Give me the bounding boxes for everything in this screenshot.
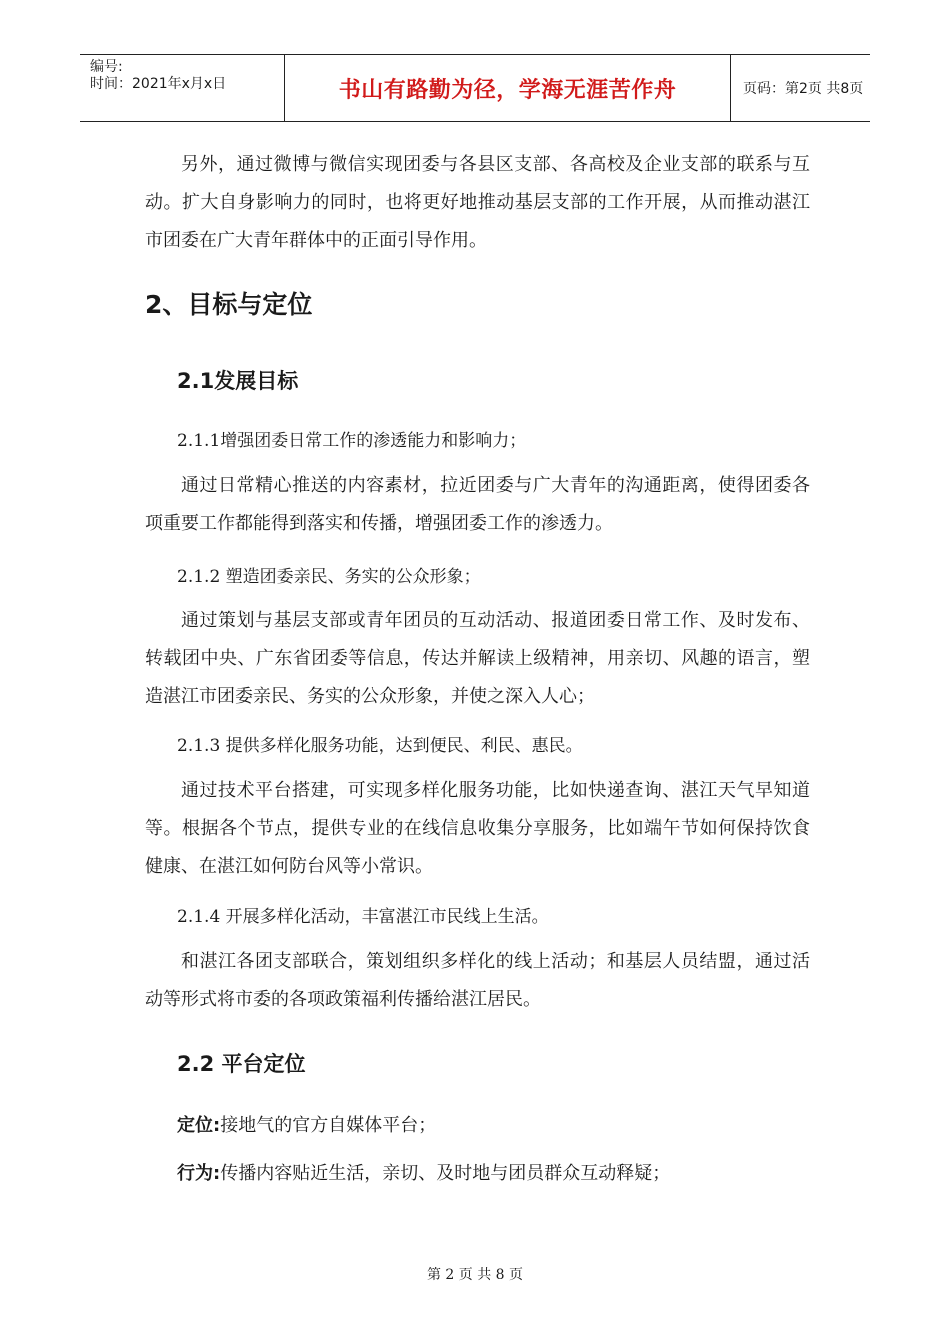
positioning-line [177, 1114, 436, 1138]
item-body-2-1-1: 通过日常精心推送的内容素材，拉近团委与广大青年的沟通距离，使得团委各项重要工作都能得到落实和传播，增强团委工作的渗透力。 [145, 475, 810, 534]
header-page-info: 页码：第2页 共8页 [743, 81, 864, 97]
header-meta [80, 55, 285, 121]
serial-label: 编号: [90, 59, 123, 75]
item-heading-2-1-4: 2.1.4 开展多样化活动，丰富湛江市民线上生活。 [177, 907, 549, 927]
behavior-label: 行为: [177, 1163, 221, 1184]
document-header [80, 54, 870, 122]
item-body-2-1-4: 和湛江各团支部联合，策划组织多样化的线上活动；和基层人员结盟，通过活动等形式将市委的各项政策福利传播给湛江居民。 [145, 951, 810, 1010]
intro-paragraph: 另外，通过微博与微信实现团委与各县区支部、各高校及企业支部的联系与互动。扩大自身影响力的同时，也将更好地推动基层支部的工作开展，从而推动湛江市团委在广大青年群体中的正面引导作用。 [145, 154, 810, 251]
header-motto: 书山有路勤为径，学海无涯苦作舟 [285, 55, 731, 121]
time-label: 时间：2021年x月x日 [90, 76, 227, 92]
page-footer: 第 2 页 共 8 页 [426, 1267, 524, 1283]
positioning-label: 定位: [177, 1115, 221, 1136]
item-body-2-1-3: 通过技术平台搭建，可实现多样化服务功能，比如快递查询、湛江天气早知道等。根据各个节点，提供专业的在线信息收集分享服务，比如端午节如何保持饮食健康、在湛江如何防台风等小常识。 [145, 780, 810, 877]
item-heading-2-1-3: 2.1.3 提供多样化服务功能，达到便民、利民、惠民。 [177, 736, 583, 756]
section-title: 2、目标与定位 [145, 290, 313, 319]
behavior-line [177, 1162, 670, 1186]
subsection-title-2-1: 2.1发展目标 [177, 369, 299, 393]
item-body-2-1-2: 通过策划与基层支部或青年团员的互动活动、报道团委日常工作、及时发布、转载团中央、广东省团委等信息，传达并解读上级精神，用亲切、风趣的语言，塑造湛江市团委亲民、务实的公众形象，并使之深入人心； [145, 610, 810, 707]
item-heading-2-1-2: 2.1.2 塑造团委亲民、务实的公众形象； [177, 567, 481, 587]
behavior-text: 传播内容贴近生活，亲切、及时地与团员群众互动释疑； [220, 1163, 671, 1184]
item-heading-2-1-1: 2.1.1增强团委日常工作的渗透能力和影响力； [177, 431, 527, 451]
subsection-title-2-2: 2.2 平台定位 [177, 1052, 306, 1076]
positioning-text: 接地气的官方自媒体平台； [220, 1115, 437, 1136]
